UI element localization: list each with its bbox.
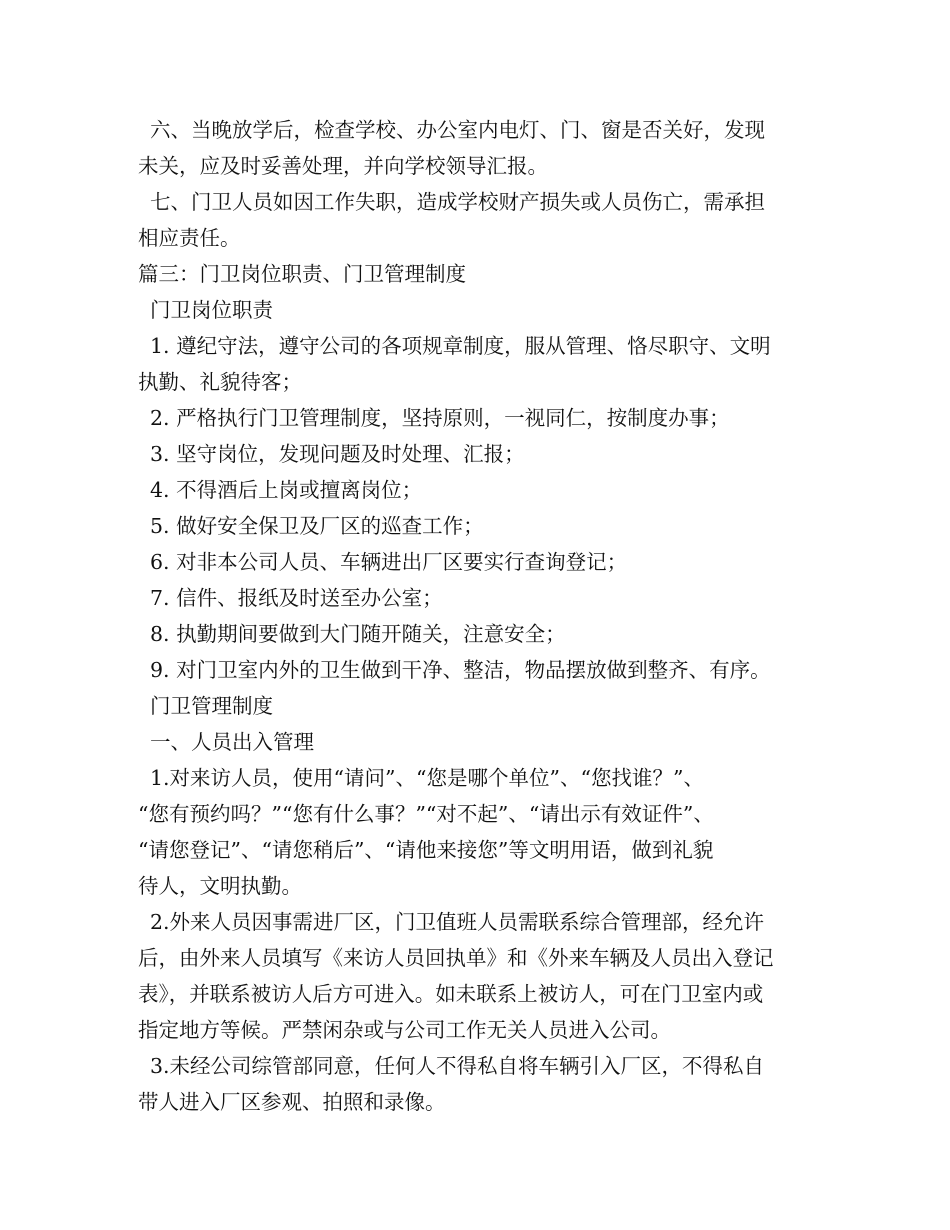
text-line: 一、人员出入管理 xyxy=(150,730,314,754)
text-line: 表》，并联系被访人后方可进入。如未联系上被访人，可在门卫室内或 xyxy=(138,982,764,1006)
text-line: 后，由外来人员填写《来访人员回执单》和《外来车辆及人员出入登记 xyxy=(138,946,774,970)
text-line: 2. 严格执行门卫管理制度，坚持原则，一视同仁，按制度办事； xyxy=(150,406,730,430)
text-line: 未关，应及时妥善处理，并向学校领导汇报。 xyxy=(138,154,548,178)
text-line: 相应责任。 xyxy=(138,226,241,250)
text-line: 门卫岗位职责 xyxy=(150,298,273,322)
text-line: 3.未经公司综管部同意，任何人不得私自将车辆引入厂区，不得私自 xyxy=(150,1054,765,1078)
text-line: 6. 对非本公司人员、车辆进出厂区要实行查询登记； xyxy=(150,550,628,574)
text-line: 门卫管理制度 xyxy=(150,694,273,718)
text-line: 7. 信件、报纸及时送至办公室； xyxy=(150,586,443,610)
text-line: 5. 做好安全保卫及厂区的巡查工作； xyxy=(150,514,484,538)
text-line: 带人进入厂区参观、拍照和录像。 xyxy=(138,1090,446,1114)
text-line: 待人，文明执勤。 xyxy=(138,874,302,898)
text-line: 六、当晚放学后，检查学校、办公室内电灯、门、窗是否关好，发现 xyxy=(150,118,765,142)
text-line: 8. 执勤期间要做到大门随开随关，注意安全； xyxy=(150,622,566,646)
document-body xyxy=(138,112,818,1120)
text-line: 3. 坚守岗位，发现问题及时处理、汇报； xyxy=(150,442,525,466)
text-line: “请您登记”、“请您稍后”、“请他来接您”等文明用语，做到礼貌 xyxy=(138,838,714,862)
text-line: 4. 不得酒后上岗或擅离岗位； xyxy=(150,478,423,502)
text-line: 执勤、礼貌待客； xyxy=(138,370,302,394)
text-line: 2.外来人员因事需进厂区，门卫值班人员需联系综合管理部，经允许 xyxy=(150,910,765,934)
text-line: 指定地方等候。严禁闲杂或与公司工作无关人员进入公司。 xyxy=(138,1018,671,1042)
text-line: 七、门卫人员如因工作失职，造成学校财产损失或人员伤亡，需承担 xyxy=(150,190,765,214)
text-line: 1. 遵纪守法，遵守公司的各项规章制度，服从管理、恪尽职守、文明 xyxy=(150,334,771,358)
text-line: “您有预约吗？”“您有什么事？”“对不起”、“请出示有效证件”、 xyxy=(138,802,714,826)
text-line: 篇三：门卫岗位职责、门卫管理制度 xyxy=(138,262,466,286)
text-line: 1.对来访人员，使用“请问”、“您是哪个单位”、“您找谁？”、 xyxy=(150,766,704,790)
text-line: 9. 对门卫室内外的卫生做到干净、整洁，物品摆放做到整齐、有序。 xyxy=(150,658,771,682)
